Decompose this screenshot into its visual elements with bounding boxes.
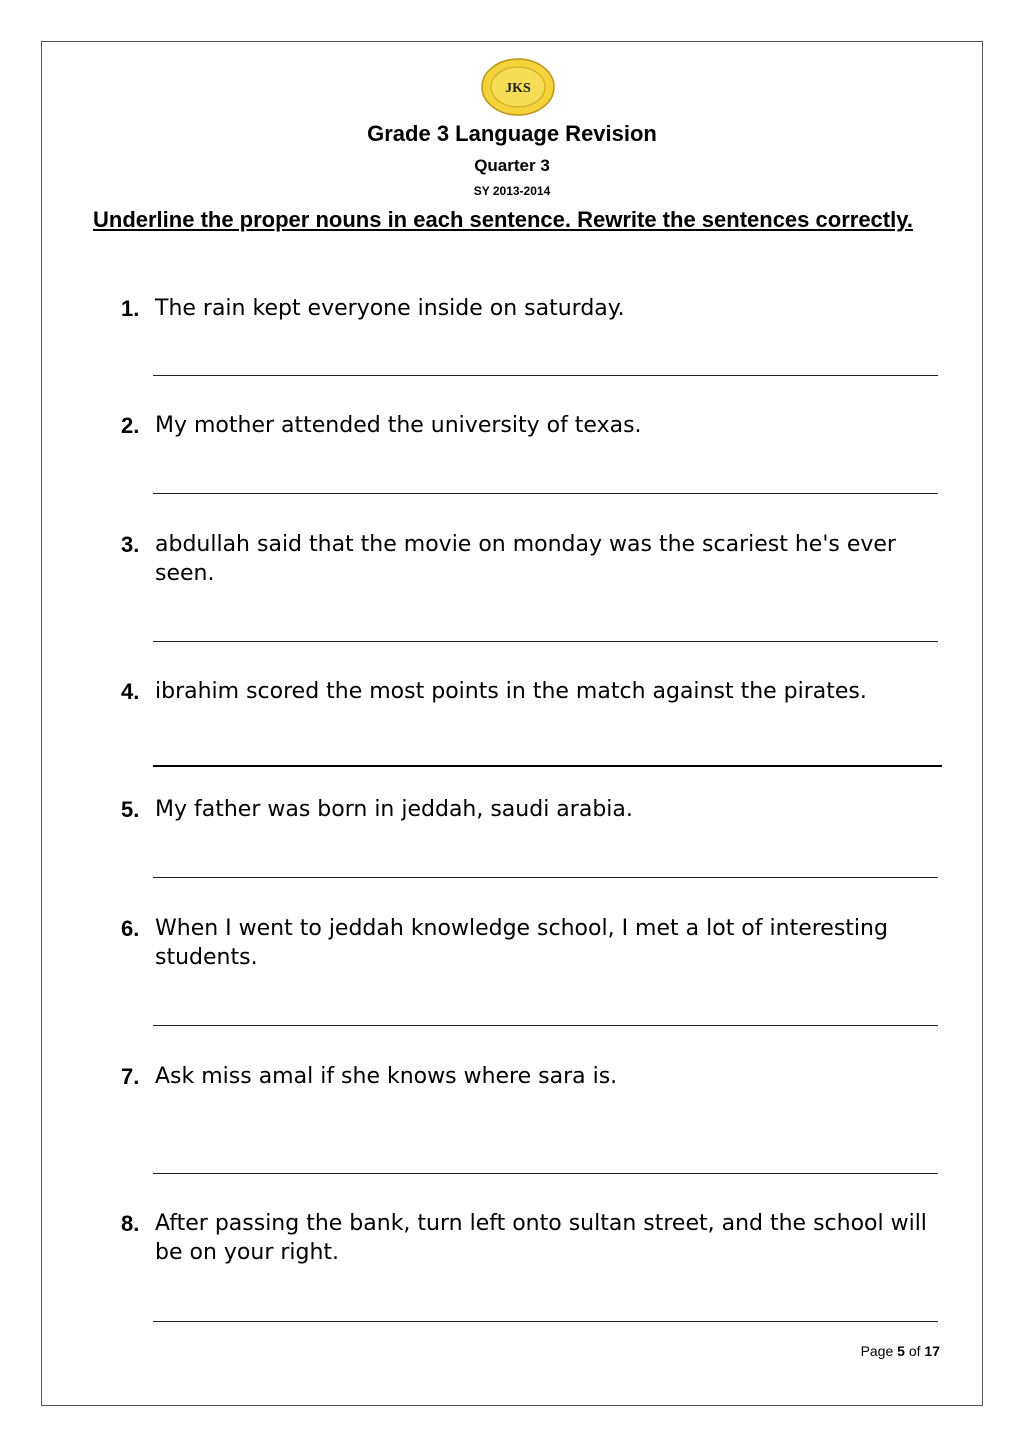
total-pages: 17 xyxy=(924,1343,940,1359)
question-text: My father was born in jeddah, saudi arabia. xyxy=(155,797,633,822)
question-number: 7. xyxy=(121,1064,140,1089)
question-text: After passing the bank, turn left onto sultan street, and the school will be on your right. xyxy=(155,1211,927,1265)
answer-line-2[interactable] xyxy=(153,493,938,494)
current-page: 5 xyxy=(897,1343,905,1359)
question-number: 1. xyxy=(121,296,140,321)
answer-line-1[interactable] xyxy=(153,375,938,376)
answer-line-6[interactable] xyxy=(153,1025,938,1026)
answer-line-8[interactable] xyxy=(153,1321,938,1322)
school-year-label: SY 2013-2014 xyxy=(473,184,551,198)
question-text: When I went to jeddah knowledge school, I met a lot of interesting students. xyxy=(155,916,888,970)
question-text: My mother attended the university of texas. xyxy=(155,413,642,438)
question-text: abdullah said that the movie on monday was the scariest he's ever seen. xyxy=(155,532,896,586)
question-text: ibrahim scored the most points in the match against the pirates. xyxy=(155,679,867,704)
answer-line-3[interactable] xyxy=(153,641,938,642)
question-number: 6. xyxy=(121,916,140,941)
school-logo xyxy=(480,58,556,116)
question-number: 3. xyxy=(121,532,140,557)
page-number xyxy=(800,1343,940,1359)
quarter-label: Quarter 3 xyxy=(474,156,550,175)
answer-line-5[interactable] xyxy=(153,877,938,878)
page-border xyxy=(41,41,983,1406)
of-label: of xyxy=(908,1343,921,1359)
question-number: 8. xyxy=(121,1211,140,1236)
page-title: Grade 3 Language Revision xyxy=(367,121,657,146)
logo-text: JKS xyxy=(505,81,531,96)
answer-line-7[interactable] xyxy=(153,1173,938,1174)
question-text: The rain kept everyone inside on saturday. xyxy=(155,296,625,321)
answer-line-4[interactable] xyxy=(153,765,942,767)
question-text: Ask miss amal if she knows where sara is. xyxy=(155,1064,618,1089)
instruction-heading: Underline the proper nouns in each sentence. Rewrite the sentences correctly. xyxy=(93,207,913,232)
question-number: 4. xyxy=(121,679,140,704)
page-label: Page xyxy=(860,1343,894,1359)
question-number: 5. xyxy=(121,797,140,822)
question-number: 2. xyxy=(121,413,140,438)
